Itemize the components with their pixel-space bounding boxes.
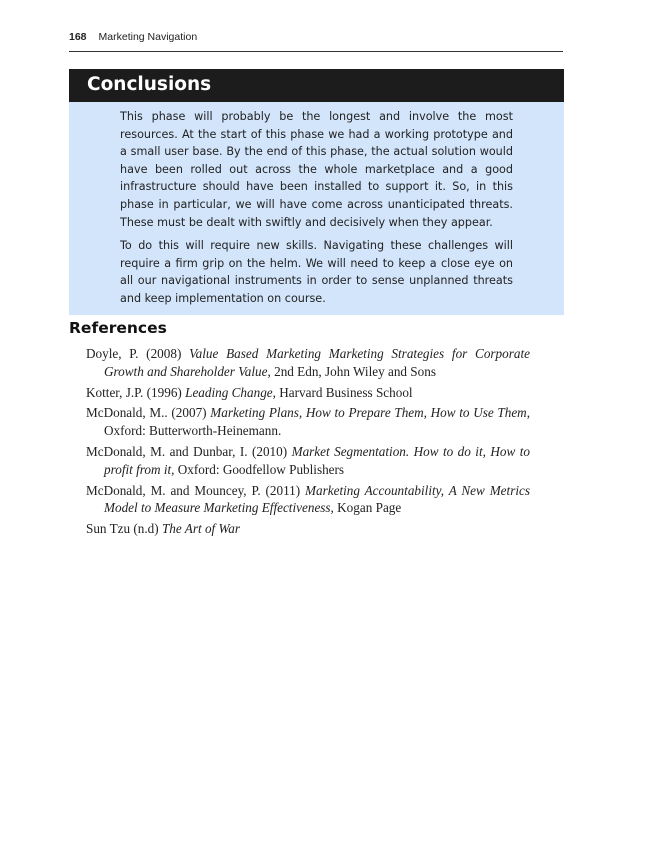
reference-item [86,345,530,381]
reference-authors: Doyle, P. (2008) [86,346,190,361]
references-heading: References [69,319,167,337]
reference-title: Leading Change [185,384,273,400]
conclusions-paragraph: This phase will probably be the longest and involve the most resources. At the start of this phase we had a working prototype and a small user base. By the end of this phase, the actual solution would have been rolled out across the whole marketplace and a good infrastructure should have been installed to support it. So, in this phase in particular, we will have come across unanticipated threats. These must be dealt with swiftly and decisively when they appear. [120,110,513,229]
references-list [86,345,530,541]
reference-title: The Art of War [161,521,240,537]
reference-authors: McDonald, M. and Mouncey, P. (2011) [86,482,306,498]
reference-title: Marketing Plans, How to Prepare Them, How to Use Them [210,405,527,421]
reference-publisher: Kogan Page [333,500,402,516]
reference-item [86,384,530,402]
reference-title: Value Based Marketing Marketing Strategies for Corporate Growth and Shareholder Value [104,346,530,379]
reference-item [86,443,530,479]
reference-item [86,482,530,518]
reference-title: Market Segmentation. How to do it, How to profit from it, [104,443,530,477]
reference-publisher: Oxford: Goodfellow Publishers [174,461,345,477]
running-title: Marketing Navigation [98,31,198,43]
reference-publisher: , 2nd Edn, John Wiley and Sons [267,363,436,379]
conclusions-body [69,102,564,315]
page-number: 168 [69,31,87,43]
reference-title: Marketing Accountability, A New Metrics Model to Measure Marketing Effectiveness, [104,482,530,516]
reference-item [86,404,530,440]
reference-publisher: , Harvard Business School [272,384,413,400]
reference-authors: McDonald, M.. (2007) [86,405,211,421]
conclusions-title: Conclusions [69,69,564,102]
reference-authors: McDonald, M. and Dunbar, I. (2010) [86,443,292,459]
conclusions-box [69,69,564,315]
running-header [69,31,563,52]
reference-publisher: , Oxford: Butterworth-Heinemann. [104,405,530,439]
reference-authors: Kotter, J.P. (1996) [86,384,186,400]
conclusions-paragraph: To do this will require new skills. Navigating these challenges will require a firm grip on the helm. We will need to keep a close eye on all our navigational instruments in order to sense unplanned threats and keep implementation on course. [120,239,513,305]
reference-item [86,520,530,538]
reference-authors: Sun Tzu (n.d) [86,521,162,537]
